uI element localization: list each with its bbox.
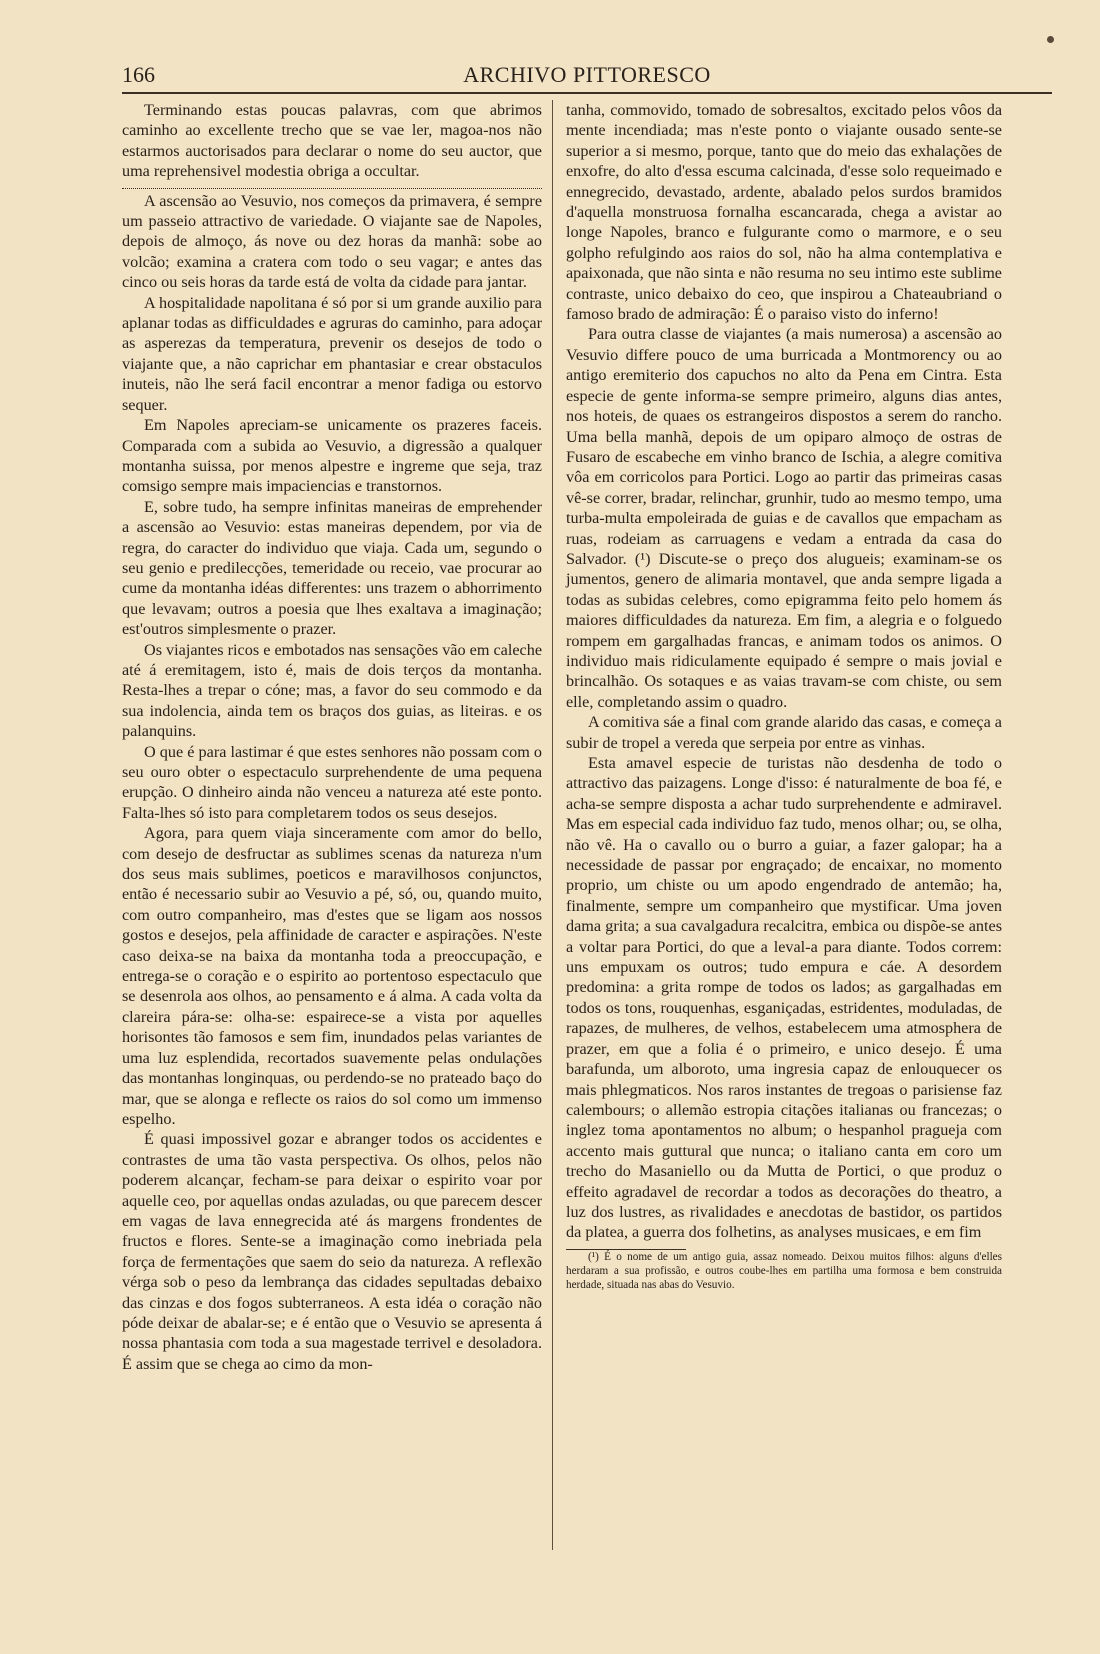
left-column: [122, 100, 542, 1374]
running-title: ARCHIVO PITTORESCO: [463, 62, 711, 87]
paragraph: Os viajantes ricos e embotados nas sensações vão em caleche até á eremitagem, isto é, mais de dois terços da montanha. Resta-lhes a trepar o cóne; mas, a favor do seu commodo e da sua indolencia, ainda tem os braços dos guias, as liteiras. e os palanquins.: [122, 640, 542, 741]
footnote: (¹) É o nome de um antigo guia, assaz nomeado. Deixou muitos filhos: alguns d'elles herdaram a sua profissão, e outros coube-lhes em partilha uma formosa e bem construida herdade, situada nas abas do Vesuvio.: [566, 1250, 1002, 1291]
column-divider: [552, 100, 553, 1550]
paragraph: A comitiva sáe a final com grande alarido das casas, e começa a subir de tropel a vereda que serpeia por entre as vinhas.: [566, 713, 1002, 752]
paragraph: Agora, para quem viaja sinceramente com amor do bello, com desejo de desfructar as sublimes scenas da natureza n'um dos seus mais sublimes, poeticos e maravilhosos conjunctos, então é necessario subir ao Vesuvio a pé, só, ou, quando muito, com outro companheiro, mas d'estes que se ligam aos nossos gostos e desejos, pela affinidade de caracter e aspirações. N'este caso deixa-se na baixa da montanha toda a preoccupação, e entrega-se o coração e o espirito ao portentoso espectaculo que se desenrola aos olhos, ao pensamento e á alma. A cada volta da clareira pára-se: olha-se: espairece-se a vista por aquelles horisontes tão famosos e sem fim, inundados pelas variantes de uma luz esplendida, recortados suavemente pelas ondulações das montanhas longinquas, ou perdendo-se no prateado baço do mar, que se alonga e reflecte os raios do sol como um immenso espelho.: [122, 824, 542, 1128]
page-header: [122, 60, 1052, 90]
paragraph: Em Napoles apreciam-se unicamente os prazeres faceis. Comparada com a subida ao Vesuvio, a digressão a qualquer montanha suissa, por menos alpestre e ingreme que seja, traz comsigo sempre mais impaciencias e transtornos.: [122, 416, 542, 496]
paragraph: E, sobre tudo, ha sempre infinitas maneiras de emprehender a ascensão ao Vesuvio: estas maneiras dependem, por via de regra, do caracter do individuo que viaja. Cada um, segundo o seu genio e predilecções, temeridade ou receio, vae procurar ao cume da montanha idéas differentes: uns trazem o abhorrimento que levavam; outros a poesia que lhes exaltava a imaginação; est'outros simplesmente o prazer.: [122, 497, 542, 639]
paragraph: tanha, commovido, tomado de sobresaltos, excitado pelos vôos da mente incendiada; mas n'este ponto o viajante ousado sente-se superior a si mesmo, porque, tanto que do meio das exhalações de enxofre, do alto d'essa escuma calcinada, d'esse solo requeimado e ennegrecido, devastado, ardente, abalado pelos surdos bramidos d'aquella monstruosa fornalha escancarada, chega a avistar ao longe Napoles, branco e fulgurante como o marmore, e o seu golpho refulgindo aos raios do sol, não ha alma contemplativa e apaixonada, que não sinta e não resuma no seu intimo este sublime contraste, unico debaixo do ceo, que inspirou a Chateaubriand o famoso brado de admiração: É o paraiso visto do inferno!: [566, 101, 1002, 324]
paragraph: É quasi impossivel gozar e abranger todos os accidentes e contrastes de uma tão vasta perspectiva. Os olhos, pelos não poderem alcançar, fecham-se para deixar o espirito voar por aquelle ceo, por aquellas ondas azuladas, ou que parecem descer em vagas de lava ennegrecida até ás margens frondentes de fructos e flores. Sente-se a imaginação como inebriada pela força de fermentações que saem do seio da natureza. A reflexão vérga sob o peso da lembrança das cidades sepultadas debaixo das cinzas e dos fogos subterraneos. A esta idéa o coração não póde deixar de abalar-se; e é então que o Vesuvio se apresenta á nossa phantasia com toda a sua magestade terrivel e desoladora. É assim que se chega ao cimo da mon-: [122, 1130, 542, 1373]
paragraph: Para outra classe de viajantes (a mais numerosa) a ascensão ao Vesuvio differe pouco de uma burricada a Montmorency ou ao antigo eremiterio dos capuchos no alto da Pena em Cintra. Esta especie de gente informa-se sempre primeiro, alguns dias antes, nos hoteis, de quaes os estrangeiros dispostos a serem do rancho. Uma bella manhã, depois de um opiparo almoço de ostras de Fusaro de escabeche em vinho branco de Ischia, a alegre comitiva vôa em corricolos para Portici. Logo ao partir das primeiras casas vê-se correr, bradar, relinchar, grunhir, tudo ao mesmo tempo, uma turba-multa empoleirada de guias e de cavallos que empacham as ruas, rodeiam as carruagens e vedam a entrada da casa do Salvador. (¹) Discute-se o preço dos alugueis; examinam-se os jumentos, genero de alimaria montavel, que anda sempre ligada a todas as subidas celebres, como epigramma feito pelo homem ás maiores difficuldades da natureza. Em fim, a alegria e o folguedo rompem em gargalhadas francas, e animam todos os animos. O individuo mais ridiculamente equipado é sempre o mais jovial e brincalhão. Os sotaques e as vaias travam-se com chiste, ou sem elle, completando assim o quadro.: [566, 325, 1002, 711]
ink-speck: [1047, 36, 1054, 43]
paragraph: A ascensão ao Vesuvio, nos começos da primavera, é sempre um passeio attractivo de variedade. O viajante sae de Napoles, depois de almoço, ás nove ou dez horas da manhã: sobe ao volcão; examina a cratera com todo o seu vagar; e antes das cinco ou seis horas da tarde está de volta da cidade para jantar.: [122, 191, 542, 292]
paragraph: Esta amavel especie de turistas não desdenha de todo o attractivo das paizagens. Longe d'isso: é naturalmente de boa fé, e acha-se sempre disposta a achar tudo surprehendente e admiravel. Mas em especial cada individuo faz tudo, menos olhar; ou, se olha, não vê. Ha o cavallo ou o burro a guiar, a fazer galopar; ha a necessidade de passar por engraçado; de encaixar, no momento proprio, um chiste ou um apodo engendrado de antemão; ha, finalmente, sempre um companheiro que mystificar. Uma joven dama grita; a sua cavalgadura recalcitra, embica ou dispõe-se antes a voltar para Portici, do que a leval-a para diante. Todos correm: uns empuxam os outros; tudo empura e cáe. A desordem predomina: a grita rompe de todos os lados; as gargalhadas em todos os tons, rouquenhas, esganiçadas, estridentes, moduladas, de rapazes, de mulheres, de velhos, estabelecem uma atmosphera de prazer, em que a folia é o primeiro, e unico desejo. É uma barafunda, um alboroto, uma ingresia capaz de enlouquecer os mais phlegmaticos. Nos raros instantes de tregoas o parisiense faz calembours; o allemão estropia citações italianas ou francezas; o inglez toma apontamentos no album; o hespanhol pragueja com accento mais guttural que nunca; o italiano canta em coro um trecho do Masaniello ou da Mutta de Portici, o que produz o effeito agradavel de recordar a todos as decorações do theatro, a luz dos lustres, as rivalidades e anecdotas de bastidor, os partidos da platea, a guerra dos folhetins, as analyses musicaes, e em fim: [566, 754, 1002, 1242]
intro-paragraph: Terminando estas poucas palavras, com que abrimos caminho ao excellente trecho que se vae ler, magoa-nos não estarmos auctorisados para declarar o nome do seu auctor, que uma reprehensivel modestia obriga a occultar.: [122, 101, 542, 181]
paragraph: A hospitalidade napolitana é só por si um grande auxilio para aplanar todas as difficuldades e agruras do caminho, para adoçar as asperezas da temperatura, prevenir os desejos de todo o viajante que, a não caprichar em phantasiar e crear obstaculos inuteis, não lhe será facil encontrar a menor fadiga ou estorvo sequer.: [122, 293, 542, 414]
header-rule: [122, 92, 1052, 94]
page-number: 166: [122, 62, 155, 87]
dotted-separator: [122, 188, 542, 189]
paragraph: O que é para lastimar é que estes senhores não possam com o seu ouro obter o espectaculo surprehendente de uma pequena erupção. O dinheiro ainda não venceu a natureza até este ponto. Falta-lhes só isto para completarem todos os seus desejos.: [122, 742, 542, 822]
right-column: [566, 100, 1002, 1292]
